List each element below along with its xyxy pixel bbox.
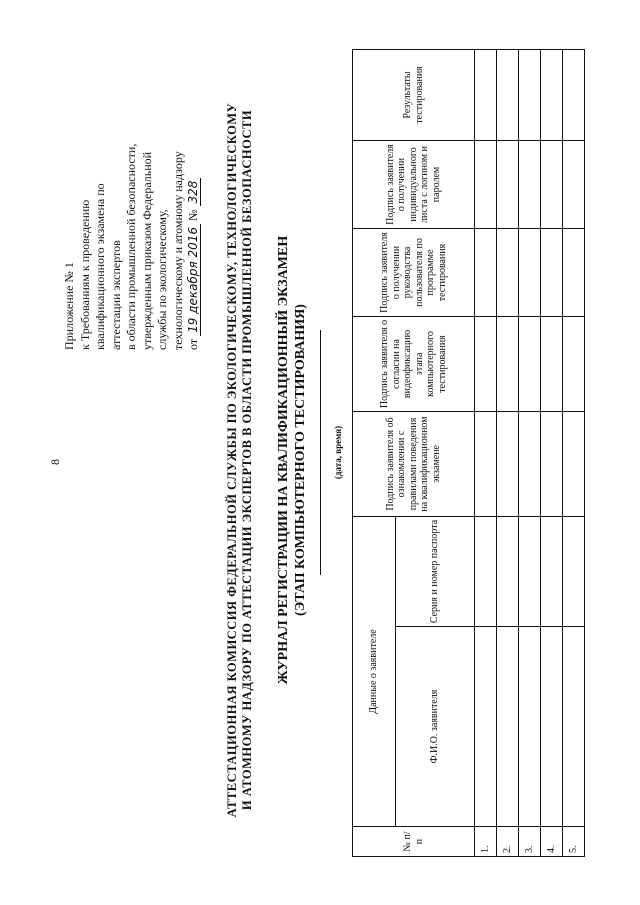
appendix-line: в области промышленной безопасности,: [124, 143, 138, 350]
organization-heading: [225, 55, 255, 865]
cell-program: [519, 228, 541, 316]
cell-rules: [497, 411, 519, 516]
table-row: [563, 49, 585, 856]
cell-results: [563, 49, 585, 140]
cell-login: [541, 140, 563, 228]
cell-fio: [497, 627, 519, 827]
cell-rules: [475, 411, 497, 516]
appendix-header: [62, 144, 202, 350]
appendix-line: квалификационного экзамена по: [93, 183, 107, 350]
col-program-header: Подпись заявителя о получении руководства пользователя по программе тестирования: [353, 228, 475, 316]
cell-rules: [563, 411, 585, 516]
col-login-header: Подпись заявителя о получении индивидуального листа с логином и паролем: [353, 140, 475, 228]
cell-fio: [475, 627, 497, 827]
cell-results: [497, 49, 519, 140]
cell-login: [519, 140, 541, 228]
cell-passport: [519, 516, 541, 626]
row-number: 4.: [541, 827, 563, 857]
journal-title: [275, 55, 309, 865]
col-passport-header: Серия и номер паспорта: [396, 516, 475, 626]
cell-rules: [519, 411, 541, 516]
cell-passport: [475, 516, 497, 626]
cell-results: [475, 49, 497, 140]
row-number: 3.: [519, 827, 541, 857]
cell-fio: [563, 627, 585, 827]
date-caption: (дата, время): [333, 425, 343, 480]
table-row: [497, 49, 519, 856]
registration-table: [352, 49, 585, 857]
cell-login: [475, 140, 497, 228]
row-number: 1.: [475, 827, 497, 857]
row-number: 2.: [497, 827, 519, 857]
cell-video: [475, 316, 497, 411]
cell-login: [563, 140, 585, 228]
cell-fio: [519, 627, 541, 827]
cell-passport: [497, 516, 519, 626]
cell-passport: [541, 516, 563, 626]
title-line: (ЭТАП КОМПЬЮТЕРНОГО ТЕСТИРОВАНИЯ): [293, 304, 308, 616]
table-row: [475, 49, 497, 856]
cell-video: [519, 316, 541, 411]
date-prefix: от: [186, 338, 200, 350]
date-underline: [320, 330, 321, 575]
cell-results: [519, 49, 541, 140]
applicant-data-header: Данные о заявителе: [353, 516, 396, 826]
row-number: 5.: [563, 827, 585, 857]
title-line: ЖУРНАЛ РЕГИСТРАЦИИ НА КВАЛИФИКАЦИОННЫЙ ЭКЗАМЕН: [276, 235, 291, 685]
col-fio-header: Ф.И.О. заявителя: [396, 627, 475, 827]
number-prefix: №: [186, 209, 200, 221]
appendix-line: технологическому и атомному надзору: [170, 151, 185, 350]
handwritten-date: 19 декабря 2016: [186, 224, 201, 336]
cell-program: [475, 228, 497, 316]
handwritten-number: 328: [186, 178, 201, 207]
cell-results: [541, 49, 563, 140]
col-results-header: Результаты тестирования: [353, 49, 475, 140]
cell-login: [497, 140, 519, 228]
cell-video: [541, 316, 563, 411]
col-rules-header: Подпись заявителя об ознакомлении с правилами поведения на квалификационном экзамене: [353, 411, 475, 516]
appendix-line: аттестации экспертов: [108, 240, 123, 350]
appendix-date-line: [186, 144, 202, 350]
appendix-line: утвержденным приказом Федеральной: [139, 151, 154, 350]
cell-passport: [563, 516, 585, 626]
cell-rules: [541, 411, 563, 516]
cell-video: [497, 316, 519, 411]
table-row: [519, 49, 541, 856]
appendix-line: к Требованиям к проведению: [77, 199, 92, 350]
cell-program: [541, 228, 563, 316]
cell-fio: [541, 627, 563, 827]
appendix-line: службы по экологическому,: [155, 209, 169, 350]
table-row: [541, 49, 563, 856]
col-video-header: Подпись заявителя о согласии на видеофиксацию этапа компьютерного тестирования: [353, 316, 475, 411]
appendix-line: Приложение № 1: [62, 262, 76, 350]
organization-line: АТТЕСТАЦИОННАЯ КОМИССИЯ ФЕДЕРАЛЬНОЙ СЛУЖБЫ ПО ЭКОЛОГИЧЕСКОМУ, ТЕХНОЛОГИЧЕСКОМУ: [225, 102, 239, 818]
organization-line: И АТОМНОМУ НАДЗОРУ ПО АТТЕСТАЦИИ ЭКСПЕРТОВ В ОБЛАСТИ ПРОМЫШЛЕННОЙ БЕЗОПАСНОСТИ: [240, 109, 254, 811]
page-number: 8: [48, 459, 62, 465]
cell-program: [563, 228, 585, 316]
cell-video: [563, 316, 585, 411]
cell-program: [497, 228, 519, 316]
col-number-header: № п/п: [353, 827, 475, 857]
